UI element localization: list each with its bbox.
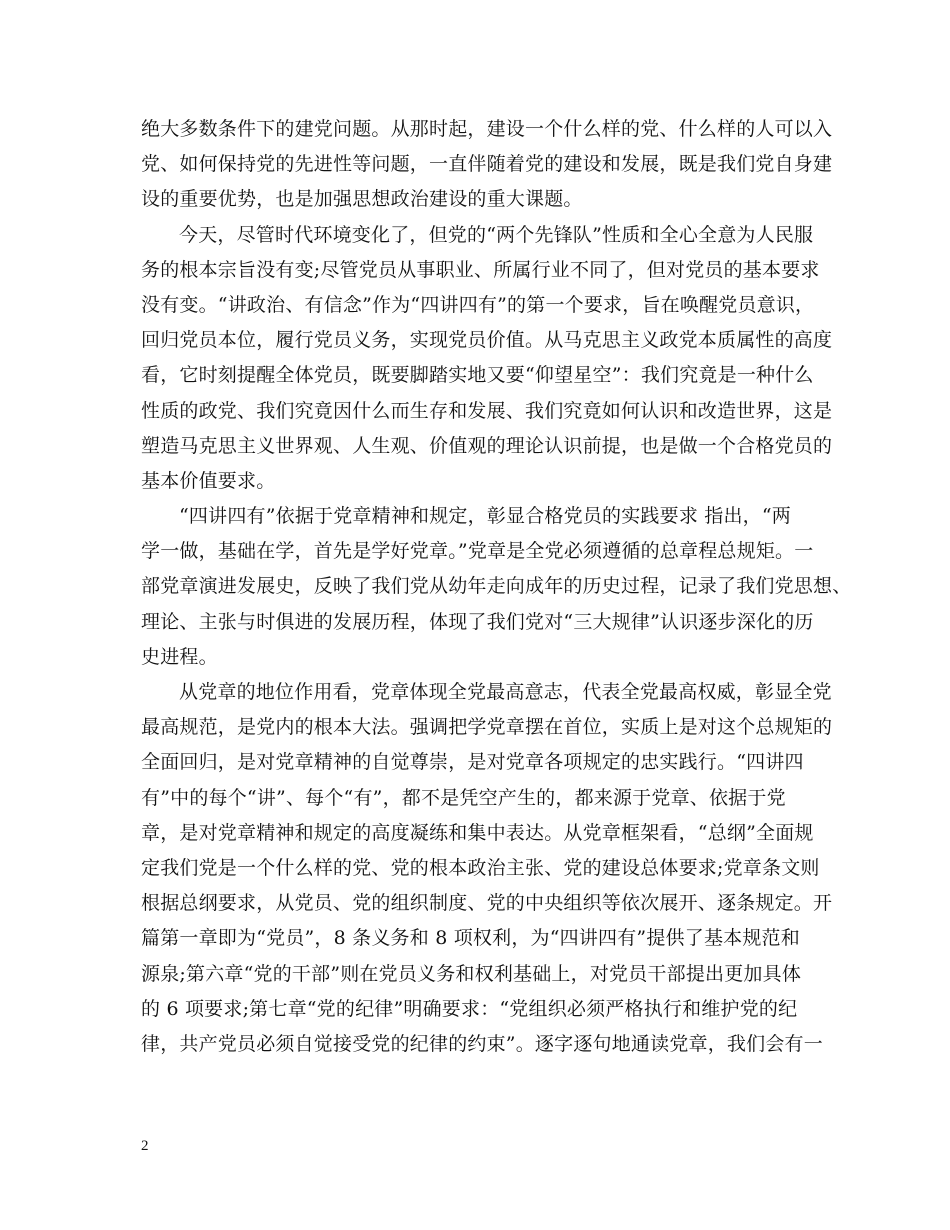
text-line: 从党章的地位作用看，党章体现全党最高意志，代表全党最高权威，彰显全党 xyxy=(179,681,832,703)
text-line: 学一做，基础在学，首先是学好党章。”党章是全党必须遵循的总章程总规矩。一 xyxy=(141,540,814,563)
text-line: 最高规范，是党内的根本大法。强调把学党章摆在首位，实质上是对这个总规矩的 xyxy=(141,716,833,739)
page-number: 2 xyxy=(141,1138,149,1154)
text-line: 史进程。 xyxy=(141,645,218,668)
text-line: 定我们党是一个什么样的党、党的根本政治主张、党的建设总体要求;党章条文则 xyxy=(141,856,820,879)
text-line: 部党章演进发展史，反映了我们党从幼年走向成年的历史过程，记录了我们党思想、 xyxy=(141,575,852,598)
text-line: 律，共产党员必须自觉接受党的纪律的约束”。逐字逐句地通读党章，我们会有一 xyxy=(141,1032,823,1055)
text-line: 根据总纲要求，从党员、党的组织制度、党的中央组织等依次展开、逐条规定。开 xyxy=(141,892,833,915)
text-line: 有”中的每个“讲”、每个“有”，都不是凭空产生的，都来源于党章、依据于党 xyxy=(141,786,786,809)
text-line: “四讲四有”依据于党章精神和规定，彰显合格党员的实践要求 指出，“两 xyxy=(179,505,791,528)
text-line: 章，是对党章精神和规定的高度凝练和集中表达。从党章框架看，“总纲”全面规 xyxy=(141,821,814,844)
text-line: 党、如何保持党的先进性等问题，一直伴随着党的建设和发展，既是我们党自身建 xyxy=(141,153,833,176)
text-line: 篇第一章即为“党员”，8 条义务和 8 项权利，为“四讲四有”提供了基本规范和 xyxy=(141,927,800,950)
text-line: 设的重要优势，也是加强思想政治建设的重大课题。 xyxy=(141,188,583,211)
text-line: 务的根本宗旨没有变;尽管党员从事职业、所属行业不同了，但对党员的基本要求 xyxy=(141,258,820,281)
text-line: 全面回归，是对党章精神的自觉尊崇，是对党章各项规定的忠实践行。“四讲四 xyxy=(141,751,804,774)
text-line: 性质的政党、我们究竟因什么而生存和发展、我们究竟如何认识和改造世界，这是 xyxy=(141,399,833,422)
text-line: 塑造马克思主义世界观、人生观、价值观的理论认识前提，也是做一个合格党员的 xyxy=(141,434,833,457)
text-line: 理论、主张与时俱进的发展历程，体现了我们党对“三大规律”认识逐步深化的历 xyxy=(141,610,814,633)
text-line: 基本价值要求。 xyxy=(141,469,276,492)
text-line: 没有变。“讲政治、有信念”作为“四讲四有”的第一个要求，旨在唤醒党员意识， xyxy=(141,293,815,316)
text-line: 绝大多数条件下的建党问题。从那时起，建设一个什么样的党、什么样的人可以入 xyxy=(141,118,833,140)
text-line: 看，它时刻提醒全体党员，既要脚踏实地又要“仰望星空”：我们究竟是一种什么 xyxy=(141,364,814,387)
text-line: 今天，尽管时代环境变化了，但党的“两个先锋队”性质和全心全意为人民服 xyxy=(179,223,814,246)
document-body xyxy=(141,112,852,1062)
text-line: 的 6 项要求;第七章“党的纪律”明确要求：“党组织必须严格执行和维护党的纪 xyxy=(141,997,798,1020)
text-line: 源泉;第六章“党的干部”则在党员义务和权利基础上，对党员干部提出更加具体 xyxy=(141,962,802,985)
text-line: 回归党员本位，履行党员义务，实现党员价值。从马克思主义政党本质属性的高度 xyxy=(141,329,833,352)
